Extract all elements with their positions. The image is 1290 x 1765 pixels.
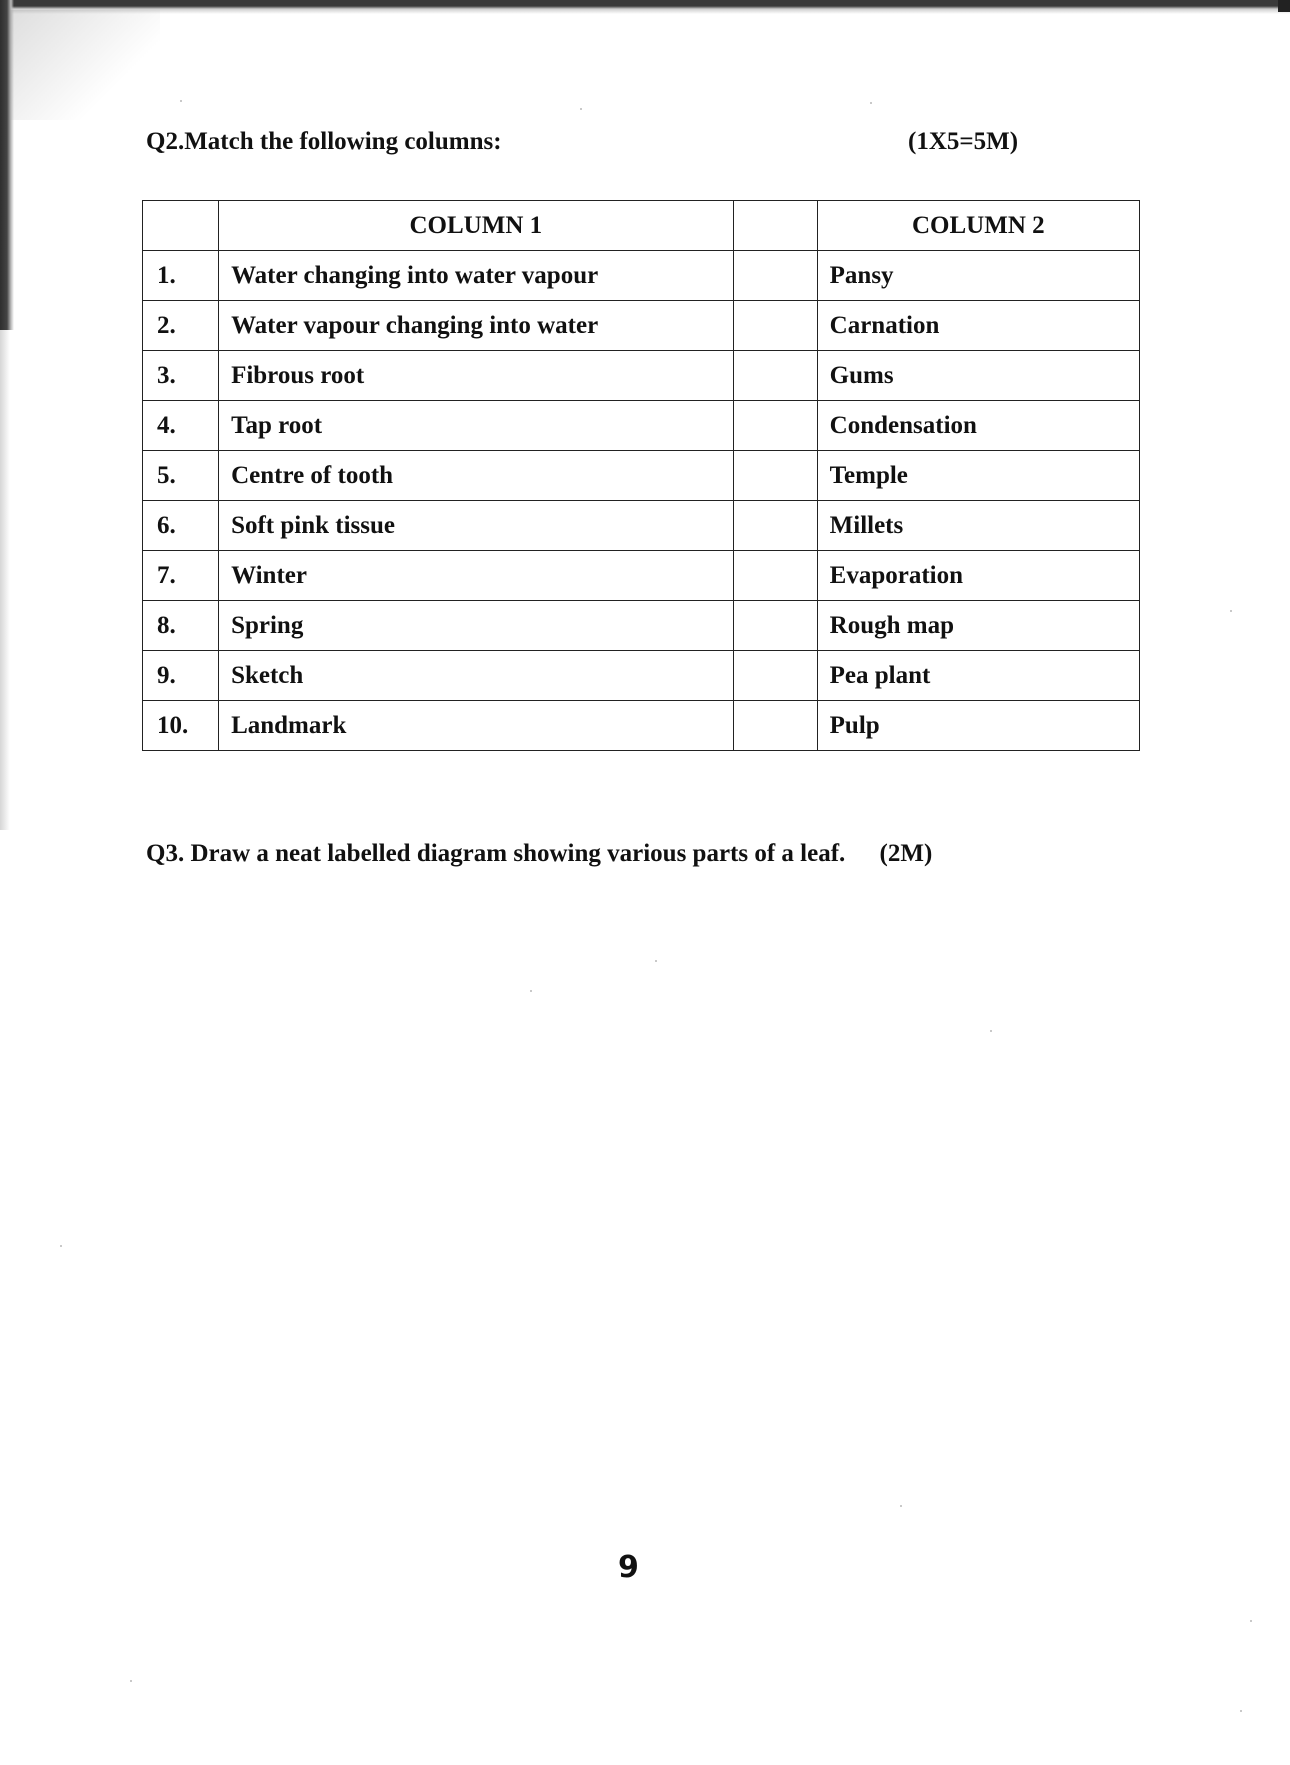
scan-speck xyxy=(1250,1620,1252,1622)
row-number: 5. xyxy=(143,451,219,501)
row-number: 3. xyxy=(143,351,219,401)
column1-cell: Centre of tooth xyxy=(219,451,734,501)
column1-cell: Landmark xyxy=(219,701,734,751)
blank-cell xyxy=(733,551,817,601)
q3-marks: (2M) xyxy=(879,840,933,867)
blank-cell xyxy=(733,701,817,751)
row-number: 9. xyxy=(143,651,219,701)
table-row xyxy=(143,651,1140,701)
row-number: 10. xyxy=(143,701,219,751)
column2-cell: Rough map xyxy=(817,601,1139,651)
column1-cell: Fibrous root xyxy=(219,351,734,401)
q3-question xyxy=(146,840,932,868)
scan-left-fade xyxy=(0,330,10,830)
table-row xyxy=(143,451,1140,501)
page-number: 9 xyxy=(618,1550,639,1585)
column1-cell: Spring xyxy=(219,601,734,651)
column2-cell: Millets xyxy=(817,501,1139,551)
scan-speck xyxy=(900,1505,902,1507)
table-row xyxy=(143,251,1140,301)
column1-cell: Winter xyxy=(219,551,734,601)
row-number: 4. xyxy=(143,401,219,451)
column2-cell: Gums xyxy=(817,351,1139,401)
scan-speck xyxy=(1230,610,1232,612)
scan-speck xyxy=(180,100,182,102)
column1-cell: Water vapour changing into water xyxy=(219,301,734,351)
scan-speck xyxy=(580,108,582,110)
header-column2: COLUMN 2 xyxy=(817,201,1139,251)
row-number: 7. xyxy=(143,551,219,601)
q2-marks: (1X5=5M) xyxy=(908,128,1019,155)
column2-cell: Carnation xyxy=(817,301,1139,351)
table-row xyxy=(143,501,1140,551)
blank-cell xyxy=(733,401,817,451)
table-header-row xyxy=(143,201,1140,251)
scan-speck xyxy=(655,960,657,962)
table-row xyxy=(143,351,1140,401)
column1-cell: Water changing into water vapour xyxy=(219,251,734,301)
column1-cell: Tap root xyxy=(219,401,734,451)
table-row xyxy=(143,301,1140,351)
table-row xyxy=(143,551,1140,601)
blank-cell xyxy=(733,251,817,301)
q2-heading: Q2.Match the following columns: xyxy=(146,128,502,155)
header-blank-cell xyxy=(733,201,817,251)
column2-cell: Pulp xyxy=(817,701,1139,751)
table-row xyxy=(143,701,1140,751)
blank-cell xyxy=(733,351,817,401)
column2-cell: Pea plant xyxy=(817,651,1139,701)
blank-cell xyxy=(733,601,817,651)
row-number: 6. xyxy=(143,501,219,551)
header-column1: COLUMN 1 xyxy=(219,201,734,251)
scan-speck xyxy=(990,1030,992,1032)
column2-cell: Pansy xyxy=(817,251,1139,301)
column2-cell: Temple xyxy=(817,451,1139,501)
column2-cell: Condensation xyxy=(817,401,1139,451)
row-number: 2. xyxy=(143,301,219,351)
blank-cell xyxy=(733,301,817,351)
scan-speck xyxy=(130,1680,132,1682)
scan-speck xyxy=(870,102,872,104)
scan-top-edge xyxy=(0,0,1290,14)
blank-cell xyxy=(733,501,817,551)
table-row xyxy=(143,601,1140,651)
column2-cell: Evaporation xyxy=(817,551,1139,601)
scan-speck xyxy=(60,1245,62,1247)
row-number: 1. xyxy=(143,251,219,301)
column1-cell: Soft pink tissue xyxy=(219,501,734,551)
blank-cell xyxy=(733,651,817,701)
header-number-cell xyxy=(143,201,219,251)
column1-cell: Sketch xyxy=(219,651,734,701)
scan-speck xyxy=(530,990,532,992)
scan-speck xyxy=(1240,1710,1242,1712)
match-table xyxy=(142,200,1140,751)
scan-corner-shadow xyxy=(10,10,160,120)
row-number: 8. xyxy=(143,601,219,651)
blank-cell xyxy=(733,451,817,501)
table-row xyxy=(143,401,1140,451)
q3-text: Q3. Draw a neat labelled diagram showing various parts of a leaf. xyxy=(146,840,846,867)
scan-corner-mark xyxy=(1278,0,1290,12)
